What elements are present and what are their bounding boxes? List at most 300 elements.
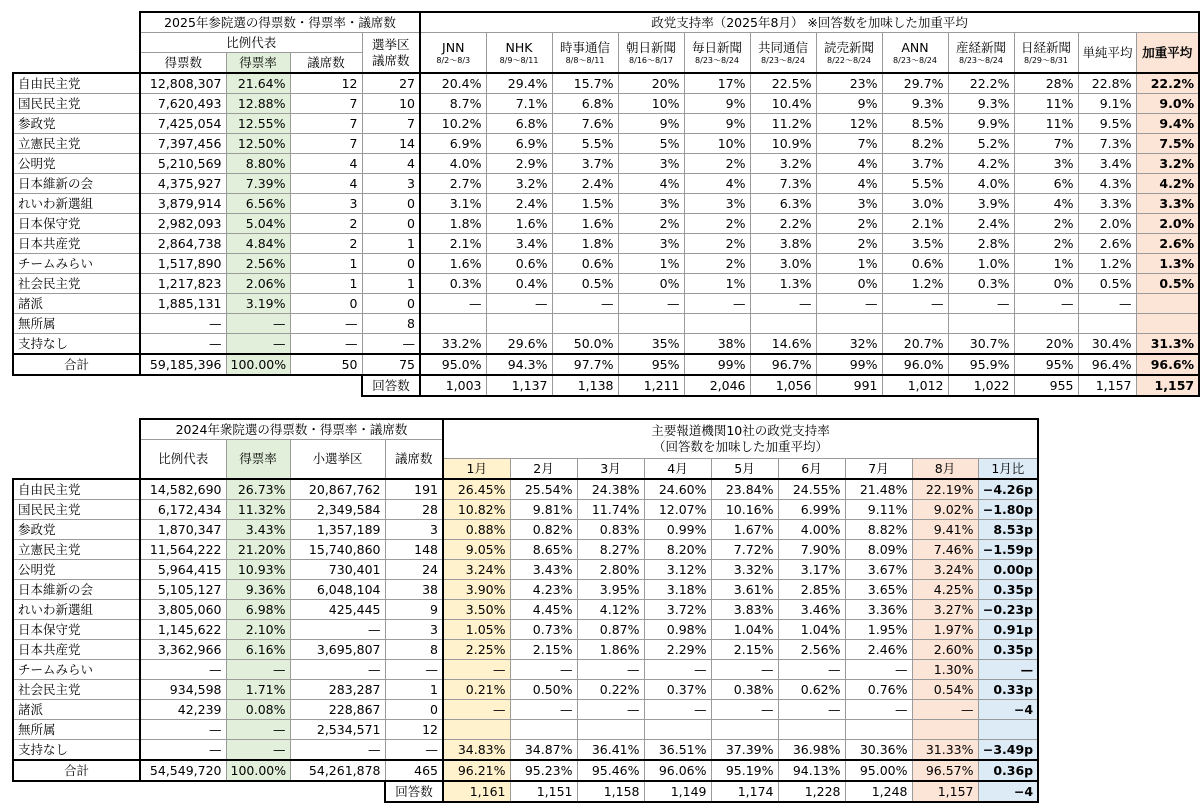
cell: 4 bbox=[362, 154, 420, 174]
cell: 20.7% bbox=[882, 334, 948, 355]
cell bbox=[644, 720, 711, 740]
cell: — bbox=[778, 700, 845, 720]
party-name: 諸派 bbox=[13, 294, 140, 314]
cell bbox=[420, 314, 486, 334]
cell: 20,867,762 bbox=[290, 479, 385, 500]
pollster-dates: 8/23〜8/24 bbox=[761, 55, 805, 65]
cell: 3.3% bbox=[1136, 194, 1199, 214]
cell: 3.3% bbox=[1078, 194, 1136, 214]
cell: — bbox=[684, 294, 750, 314]
pollster-name: 共同通信 bbox=[757, 39, 808, 55]
cell: 0.08% bbox=[226, 700, 290, 720]
cell: 2.6% bbox=[1136, 234, 1199, 254]
cell: 30.4% bbox=[1078, 334, 1136, 355]
cell: 3,695,807 bbox=[290, 640, 385, 660]
cell: 3.95% bbox=[577, 580, 644, 600]
cell: 0.21% bbox=[443, 680, 510, 700]
cell: 4.2% bbox=[948, 154, 1014, 174]
cell: 1,885,131 bbox=[140, 294, 226, 314]
responses-cell: 1,003 bbox=[420, 375, 486, 396]
pollster-name: 産経新聞 bbox=[955, 39, 1006, 55]
cell: 1.6% bbox=[552, 214, 618, 234]
cell: 3.36% bbox=[845, 600, 912, 620]
cell bbox=[750, 314, 816, 334]
cell: 2.4% bbox=[948, 214, 1014, 234]
cell: 6.8% bbox=[486, 114, 552, 134]
cell: — bbox=[778, 660, 845, 680]
cell bbox=[577, 720, 644, 740]
cell: 3% bbox=[684, 194, 750, 214]
cell: −4.26p bbox=[978, 479, 1038, 500]
responses-cell: 1,149 bbox=[644, 781, 711, 802]
cell: 2% bbox=[1014, 214, 1078, 234]
district-label: 選挙区 bbox=[371, 36, 410, 52]
cell: 17% bbox=[684, 73, 750, 94]
cell bbox=[1136, 294, 1199, 314]
cell: — bbox=[385, 660, 443, 680]
cell: 3% bbox=[618, 234, 684, 254]
pollster-header bbox=[486, 33, 552, 74]
cell: 1.30% bbox=[912, 660, 978, 680]
cell: 4% bbox=[816, 174, 882, 194]
cell: 0.87% bbox=[577, 620, 644, 640]
cell: 1,145,622 bbox=[140, 620, 226, 640]
cell bbox=[443, 720, 510, 740]
cell: 9% bbox=[618, 114, 684, 134]
cell: 1.04% bbox=[778, 620, 845, 640]
cell: −3.49p bbox=[978, 740, 1038, 761]
cell: 7.90% bbox=[778, 540, 845, 560]
cell: 3.43% bbox=[226, 520, 290, 540]
total-cell: 95.00% bbox=[845, 760, 912, 781]
cell: 1 bbox=[362, 234, 420, 254]
total-cell: 96.4% bbox=[1078, 354, 1136, 375]
cell: 8.53p bbox=[978, 520, 1038, 540]
cell: 0 bbox=[362, 294, 420, 314]
pollster-header bbox=[750, 33, 816, 74]
cell: 2 bbox=[290, 234, 362, 254]
cell: 20% bbox=[618, 73, 684, 94]
cell: 2.15% bbox=[711, 640, 778, 660]
cell: 3.7% bbox=[882, 154, 948, 174]
total-cell: 96.0% bbox=[882, 354, 948, 375]
cell bbox=[618, 314, 684, 334]
cell: 2.56% bbox=[778, 640, 845, 660]
cell: 3.24% bbox=[443, 560, 510, 580]
cell: 22.2% bbox=[1136, 73, 1199, 94]
cell: 3.19% bbox=[226, 294, 290, 314]
cell: 7.5% bbox=[1136, 134, 1199, 154]
cell: 1,870,347 bbox=[140, 520, 226, 540]
cell: 2.0% bbox=[1078, 214, 1136, 234]
responses-cell: 1,158 bbox=[577, 781, 644, 802]
cell: 4% bbox=[1014, 194, 1078, 214]
cell: 8.7% bbox=[420, 94, 486, 114]
cell: 0.22% bbox=[577, 680, 644, 700]
cell bbox=[1078, 314, 1136, 334]
cell: 12,808,307 bbox=[140, 73, 226, 94]
cell: 8.82% bbox=[845, 520, 912, 540]
cell: 0.76% bbox=[845, 680, 912, 700]
cell: 9.0% bbox=[1136, 94, 1199, 114]
responses-cell: 1,228 bbox=[778, 781, 845, 802]
total-cell: 54,549,720 bbox=[140, 760, 226, 781]
cell: 191 bbox=[385, 479, 443, 500]
right-title-line1: 主要報道機関10社の政党支持率 bbox=[651, 423, 830, 438]
party-name: 公明党 bbox=[13, 560, 140, 580]
cell: 1.6% bbox=[486, 214, 552, 234]
cell: 24.60% bbox=[644, 479, 711, 500]
cell: 12 bbox=[385, 720, 443, 740]
cell: 6.3% bbox=[750, 194, 816, 214]
cell bbox=[711, 720, 778, 740]
pollster-header bbox=[684, 33, 750, 74]
total-row bbox=[13, 354, 1199, 375]
cell: 4.25% bbox=[912, 580, 978, 600]
cell: 6,048,104 bbox=[290, 580, 385, 600]
cell: 7 bbox=[290, 94, 362, 114]
cell bbox=[778, 720, 845, 740]
pollster-dates: 8/23〜8/24 bbox=[695, 55, 739, 65]
cell: 2.60% bbox=[912, 640, 978, 660]
pollster-dates: 8/2〜8/3 bbox=[436, 55, 471, 65]
cell: 2.29% bbox=[644, 640, 711, 660]
cell: 0.00p bbox=[978, 560, 1038, 580]
weighted-average-header: 加重平均 bbox=[1136, 33, 1199, 74]
responses-cell: 1,157 bbox=[1136, 375, 1199, 396]
cell: −1.59p bbox=[978, 540, 1038, 560]
cell: — bbox=[226, 314, 290, 334]
cell: 2% bbox=[618, 214, 684, 234]
table-row bbox=[13, 680, 1038, 700]
cell: 3.2% bbox=[1136, 154, 1199, 174]
cell: 6.8% bbox=[552, 94, 618, 114]
cell: 26.45% bbox=[443, 479, 510, 500]
party-name: 社会民主党 bbox=[13, 274, 140, 294]
cell: 0.5% bbox=[552, 274, 618, 294]
cell: 8 bbox=[385, 640, 443, 660]
cell: 0.88% bbox=[443, 520, 510, 540]
cell: 1.04% bbox=[711, 620, 778, 640]
cell: 9 bbox=[385, 600, 443, 620]
month-header: 1月 bbox=[443, 459, 510, 480]
table-row bbox=[13, 174, 1199, 194]
cell: 5,210,569 bbox=[140, 154, 226, 174]
cell: 4.12% bbox=[577, 600, 644, 620]
rate-header: 得票率 bbox=[226, 53, 290, 74]
cell: 7.1% bbox=[486, 94, 552, 114]
responses-cell: 1,161 bbox=[443, 781, 510, 802]
cell: 4.2% bbox=[1136, 174, 1199, 194]
responses-cell: −4 bbox=[978, 781, 1038, 802]
cell: 1.05% bbox=[443, 620, 510, 640]
cell: 0.62% bbox=[778, 680, 845, 700]
cell: 8.65% bbox=[510, 540, 577, 560]
cell: 0.82% bbox=[510, 520, 577, 540]
cell: 1.0% bbox=[948, 254, 1014, 274]
party-name: チームみらい bbox=[13, 660, 140, 680]
cell: — bbox=[882, 294, 948, 314]
cell: 0.3% bbox=[948, 274, 1014, 294]
cell: 3 bbox=[362, 174, 420, 194]
cell: 1.6% bbox=[420, 254, 486, 274]
pollster-header bbox=[420, 33, 486, 74]
cell: 11.2% bbox=[750, 114, 816, 134]
total-cell: 99% bbox=[684, 354, 750, 375]
cell: 5% bbox=[618, 134, 684, 154]
cell: 3.18% bbox=[644, 580, 711, 600]
cell: 1.71% bbox=[226, 680, 290, 700]
cell: — bbox=[711, 660, 778, 680]
cell: 2.4% bbox=[552, 174, 618, 194]
total-cell: 96.6% bbox=[1136, 354, 1199, 375]
cell: 50.0% bbox=[552, 334, 618, 355]
total-cell: 100.00% bbox=[226, 760, 290, 781]
cell: 4,375,927 bbox=[140, 174, 226, 194]
cell: 0.6% bbox=[486, 254, 552, 274]
header-row-2 bbox=[13, 33, 1199, 53]
pollster-dates: 8/8〜8/11 bbox=[565, 55, 605, 65]
cell: 3 bbox=[385, 620, 443, 640]
pollster-name: 時事通信 bbox=[559, 39, 610, 55]
cell: 15,740,860 bbox=[290, 540, 385, 560]
cell: — bbox=[443, 700, 510, 720]
total-label: 合計 bbox=[13, 354, 140, 375]
cell: 8.80% bbox=[226, 154, 290, 174]
cell: 3.4% bbox=[1078, 154, 1136, 174]
cell: 21.64% bbox=[226, 73, 290, 94]
cell bbox=[1014, 314, 1078, 334]
simple-average-header: 単純平均 bbox=[1078, 33, 1136, 74]
cell: 934,598 bbox=[140, 680, 226, 700]
cell: 0.6% bbox=[882, 254, 948, 274]
cell: 0.99% bbox=[644, 520, 711, 540]
cell: 3.24% bbox=[912, 560, 978, 580]
party-name: 社会民主党 bbox=[13, 680, 140, 700]
cell: 7.46% bbox=[912, 540, 978, 560]
cell bbox=[978, 720, 1038, 740]
cell: 2,534,571 bbox=[290, 720, 385, 740]
cell: 2.85% bbox=[778, 580, 845, 600]
pollster-name: 毎日新聞 bbox=[691, 39, 742, 55]
cell: 3.50% bbox=[443, 600, 510, 620]
cell: 2.9% bbox=[486, 154, 552, 174]
cell: 29.7% bbox=[882, 73, 948, 94]
cell: — bbox=[552, 294, 618, 314]
total-label: 合計 bbox=[13, 760, 140, 781]
cell: 14,582,690 bbox=[140, 479, 226, 500]
cell: 2,864,738 bbox=[140, 234, 226, 254]
cell: 3.7% bbox=[552, 154, 618, 174]
cell: 4.84% bbox=[226, 234, 290, 254]
cell: 3.17% bbox=[778, 560, 845, 580]
cell: 2.06% bbox=[226, 274, 290, 294]
table-row bbox=[13, 334, 1199, 355]
cell: 25.54% bbox=[510, 479, 577, 500]
party-name: 日本保守党 bbox=[13, 620, 140, 640]
cell: 30.36% bbox=[845, 740, 912, 761]
table-row bbox=[13, 580, 1038, 600]
responses-cell: 1,138 bbox=[552, 375, 618, 396]
cell: 9.9% bbox=[948, 114, 1014, 134]
cell: 0 bbox=[362, 194, 420, 214]
pollster-header bbox=[882, 33, 948, 74]
pollster-dates: 8/23〜8/24 bbox=[959, 55, 1003, 65]
cell: 8.27% bbox=[577, 540, 644, 560]
table-row bbox=[13, 540, 1038, 560]
cell: 1 bbox=[290, 254, 362, 274]
cell: 34.83% bbox=[443, 740, 510, 761]
responses-cell: 2,046 bbox=[684, 375, 750, 396]
cell: 3.46% bbox=[778, 600, 845, 620]
pollster-dates: 8/29〜8/31 bbox=[1024, 55, 1068, 65]
cell: 10% bbox=[684, 134, 750, 154]
cell: 1.8% bbox=[552, 234, 618, 254]
cell: — bbox=[420, 294, 486, 314]
cell: — bbox=[140, 334, 226, 355]
cell: 3.9% bbox=[948, 194, 1014, 214]
cell: 15.7% bbox=[552, 73, 618, 94]
cell: 9.81% bbox=[510, 500, 577, 520]
party-name: 日本維新の会 bbox=[13, 580, 140, 600]
cell: 3.72% bbox=[644, 600, 711, 620]
cell: 24.38% bbox=[577, 479, 644, 500]
party-name: 日本共産党 bbox=[13, 640, 140, 660]
cell: — bbox=[510, 660, 577, 680]
cell: 1.3% bbox=[750, 274, 816, 294]
cell: — bbox=[290, 660, 385, 680]
cell: 9.3% bbox=[948, 94, 1014, 114]
cell: 7 bbox=[290, 134, 362, 154]
responses-cell: 1,157 bbox=[1078, 375, 1136, 396]
pollster-name: JNN bbox=[442, 39, 465, 55]
cell: 36.41% bbox=[577, 740, 644, 761]
cell: — bbox=[644, 660, 711, 680]
total-cell: 75 bbox=[362, 354, 420, 375]
cell: 33.2% bbox=[420, 334, 486, 355]
cell: 1.5% bbox=[552, 194, 618, 214]
cell: 28 bbox=[385, 500, 443, 520]
cell: 1 bbox=[362, 274, 420, 294]
cell: 0.54% bbox=[912, 680, 978, 700]
cell: 20.4% bbox=[420, 73, 486, 94]
cell: 0.33p bbox=[978, 680, 1038, 700]
cell: 38 bbox=[385, 580, 443, 600]
cell: — bbox=[948, 294, 1014, 314]
pollster-header bbox=[816, 33, 882, 74]
cell: — bbox=[385, 740, 443, 761]
table-row bbox=[13, 314, 1199, 334]
cell: — bbox=[816, 294, 882, 314]
month-header: 6月 bbox=[778, 459, 845, 480]
table-row bbox=[13, 720, 1038, 740]
cell: 1,357,189 bbox=[290, 520, 385, 540]
cell: 4 bbox=[290, 154, 362, 174]
cell: 425,445 bbox=[290, 600, 385, 620]
responses-cell: 1,151 bbox=[510, 781, 577, 802]
cell: 22.5% bbox=[750, 73, 816, 94]
cell: 3.90% bbox=[443, 580, 510, 600]
party-name: 諸派 bbox=[13, 700, 140, 720]
cell: 8.20% bbox=[644, 540, 711, 560]
cell: 2 bbox=[290, 214, 362, 234]
cell: 9% bbox=[816, 94, 882, 114]
cell: 3.83% bbox=[711, 600, 778, 620]
cell: 29.6% bbox=[486, 334, 552, 355]
party-name: 日本維新の会 bbox=[13, 174, 140, 194]
cell: 5,964,415 bbox=[140, 560, 226, 580]
cell: 3.2% bbox=[750, 154, 816, 174]
cell: 27 bbox=[362, 73, 420, 94]
cell: — bbox=[290, 314, 362, 334]
cell: 6.98% bbox=[226, 600, 290, 620]
cell: 2.8% bbox=[948, 234, 1014, 254]
cell bbox=[1136, 314, 1199, 334]
cell: 4% bbox=[684, 174, 750, 194]
cell: 9.4% bbox=[1136, 114, 1199, 134]
responses-cell: 1,022 bbox=[948, 375, 1014, 396]
cell: 0 bbox=[290, 294, 362, 314]
cell: 12.07% bbox=[644, 500, 711, 520]
party-name: 公明党 bbox=[13, 154, 140, 174]
cell: — bbox=[1014, 294, 1078, 314]
responses-cell: 1,174 bbox=[711, 781, 778, 802]
cell: 1,217,823 bbox=[140, 274, 226, 294]
month-header: 7月 bbox=[845, 459, 912, 480]
cell: 1.95% bbox=[845, 620, 912, 640]
cell: 2.2% bbox=[750, 214, 816, 234]
cell: 10% bbox=[618, 94, 684, 114]
cell: 37.39% bbox=[711, 740, 778, 761]
cell: 4 bbox=[290, 174, 362, 194]
cell: 1.67% bbox=[711, 520, 778, 540]
cell: 1.86% bbox=[577, 640, 644, 660]
cell: 1.2% bbox=[882, 274, 948, 294]
cell: 0.5% bbox=[1078, 274, 1136, 294]
cell: 2.25% bbox=[443, 640, 510, 660]
cell: 9.1% bbox=[1078, 94, 1136, 114]
cell: — bbox=[290, 334, 362, 355]
cell: 6.99% bbox=[778, 500, 845, 520]
left-title: 2025年参院選の得票数・得票率・議席数 bbox=[140, 12, 420, 33]
total-cell: 54,261,878 bbox=[290, 760, 385, 781]
responses-cell: 991 bbox=[816, 375, 882, 396]
cell: 1.2% bbox=[1078, 254, 1136, 274]
cell: — bbox=[226, 740, 290, 761]
table-row bbox=[13, 740, 1038, 761]
cell: 10 bbox=[362, 94, 420, 114]
cell: 21.48% bbox=[845, 479, 912, 500]
cell: 20% bbox=[1014, 334, 1078, 355]
cell: — bbox=[140, 740, 226, 761]
cell: 35% bbox=[618, 334, 684, 355]
cell: 7 bbox=[362, 114, 420, 134]
pollster-dates: 8/9〜8/11 bbox=[499, 55, 539, 65]
cell: 42,239 bbox=[140, 700, 226, 720]
cell: −0.23p bbox=[978, 600, 1038, 620]
cell: 4.0% bbox=[420, 154, 486, 174]
cell: 8 bbox=[362, 314, 420, 334]
cell: — bbox=[290, 740, 385, 761]
cell: 0.98% bbox=[644, 620, 711, 640]
cell: 23.84% bbox=[711, 479, 778, 500]
party-name: 参政党 bbox=[13, 520, 140, 540]
cell: 21.20% bbox=[226, 540, 290, 560]
cell: 1.8% bbox=[420, 214, 486, 234]
total-cell: 95% bbox=[618, 354, 684, 375]
party-name: 無所属 bbox=[13, 314, 140, 334]
table-row bbox=[13, 94, 1199, 114]
